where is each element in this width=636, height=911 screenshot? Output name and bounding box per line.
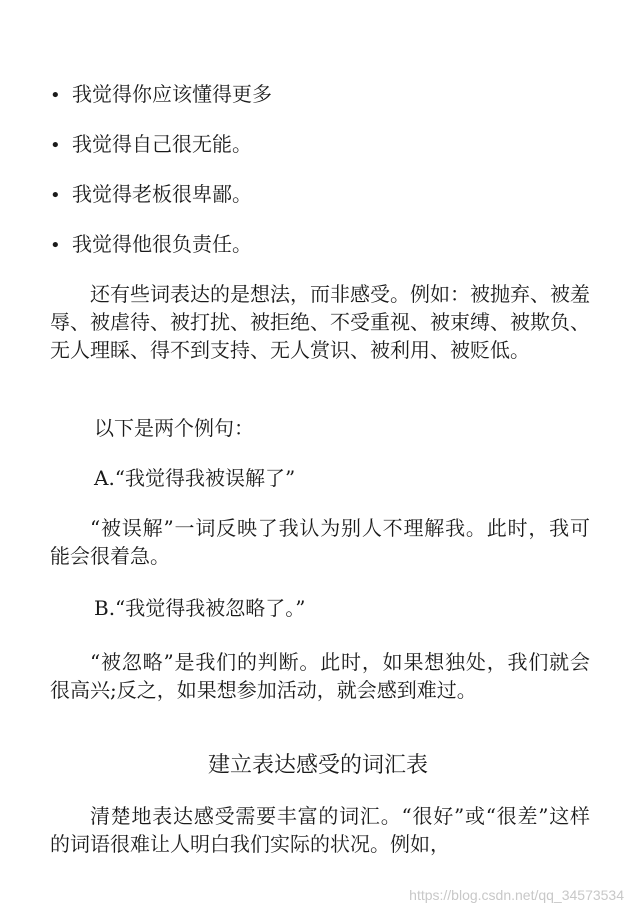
bullet-text: 我觉得自己很无能。 <box>72 132 252 156</box>
bullet-item <box>50 82 272 108</box>
bullet-dot: • <box>50 185 61 206</box>
bullet-item <box>50 132 252 158</box>
watermark: https://blog.csdn.net/qq_34573534 <box>409 887 624 903</box>
example-a: A.“我觉得我被误解了” <box>94 466 296 490</box>
bullet-dot: • <box>50 235 61 256</box>
paragraph-misunderstood: “被误解”一词反映了我认为别人不理解我。此时，我可能会很着急。 <box>50 516 590 568</box>
bullet-dot: • <box>50 85 61 106</box>
paragraph-thoughts-vs-feelings: 还有些词表达的是想法，而非感受。例如：被抛弃、被羞辱、被虐待、被打扰、被拒绝、不受重视、被束缚、被欺负、无人理睬、得不到支持、无人赏识、被利用、被贬低。 <box>50 282 590 362</box>
paragraph-examples-intro: 以下是两个例句： <box>94 416 254 440</box>
bullet-text: 我觉得他很负责任。 <box>72 232 252 256</box>
bullet-item <box>50 232 252 258</box>
example-b: B.“我觉得我被忽略了。” <box>94 596 306 620</box>
section-heading: 建立表达感受的词汇表 <box>207 753 428 778</box>
bullet-text: 我觉得老板很卑鄙。 <box>72 182 252 206</box>
bullet-item <box>50 182 252 208</box>
bullet-dot: • <box>50 135 61 156</box>
paragraph-ignored: “被忽略”是我们的判断。此时，如果想独处，我们就会很高兴;反之，如果想参加活动，就会感到难过。 <box>50 650 590 702</box>
paragraph-vocabulary: 清楚地表达感受需要丰富的词汇。“很好”或“很差”这样的词语很难让人明白我们实际的状况。例如， <box>50 804 590 856</box>
bullet-text: 我觉得你应该懂得更多 <box>72 82 272 106</box>
